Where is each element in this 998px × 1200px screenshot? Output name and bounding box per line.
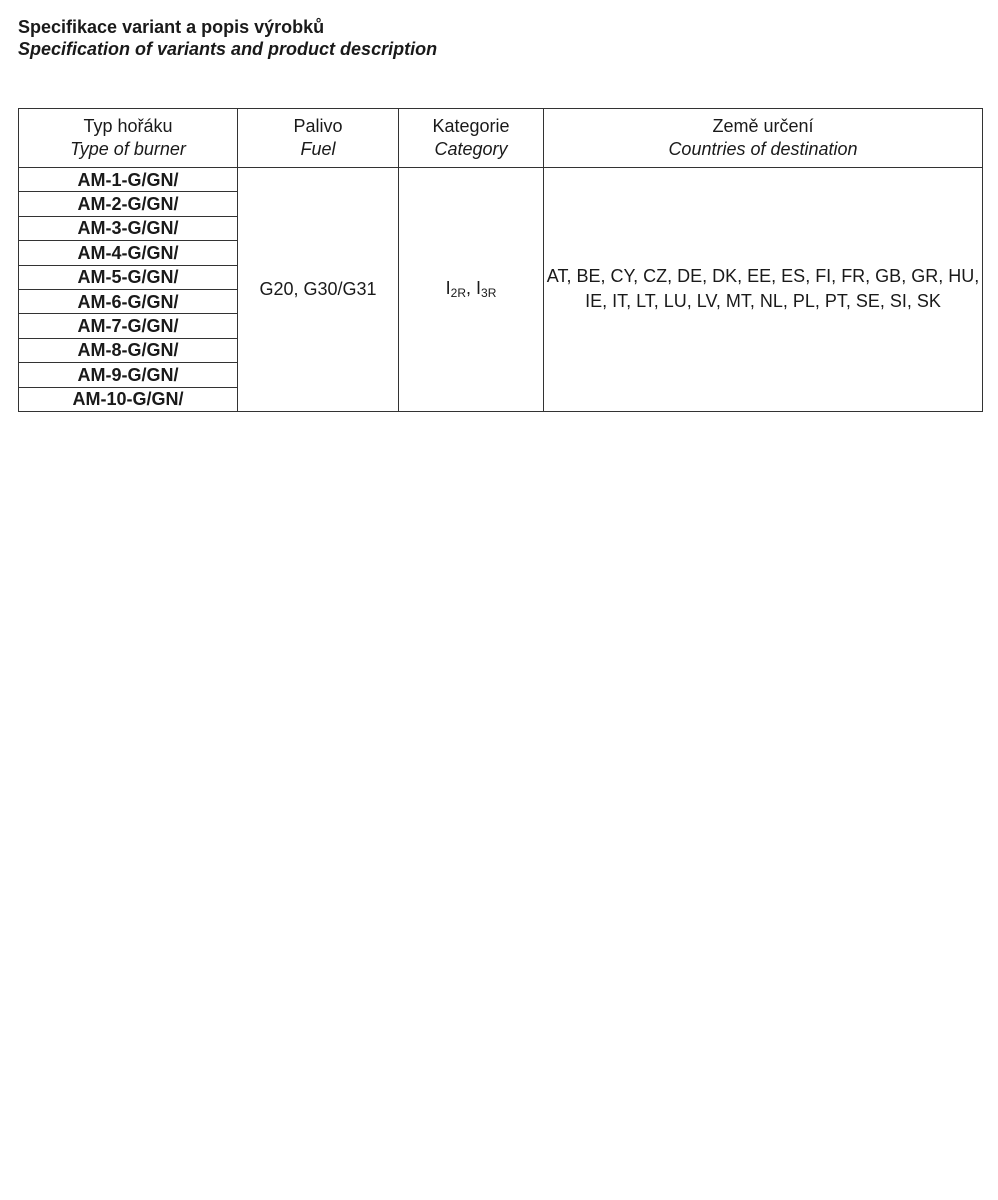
document-heading — [18, 16, 437, 60]
burner-type-cell: AM-2-G/GN/ — [19, 192, 238, 216]
header-burner-type-en: Type of burner — [70, 139, 186, 159]
burner-type-cell: AM-4-G/GN/ — [19, 241, 238, 265]
category-separator: , — [465, 278, 476, 299]
heading-title-english: Specification of variants and product description — [18, 39, 438, 59]
category-first-base: I — [445, 278, 451, 299]
header-fuel-cz: Palivo — [293, 116, 343, 136]
category-second-sub: 3R — [481, 286, 497, 301]
burner-type-cell: AM-1-G/GN/ — [19, 168, 238, 192]
table-row — [19, 168, 983, 192]
header-countries-cz: Země určení — [712, 116, 814, 136]
category-second-base: I — [476, 278, 482, 299]
fuel-cell: G20, G30/G31 — [238, 168, 399, 412]
header-category-cz: Kategorie — [432, 116, 510, 136]
header-category-en: Category — [434, 139, 508, 159]
header-countries — [544, 109, 983, 168]
burner-type-cell: AM-5-G/GN/ — [19, 265, 238, 289]
countries-cell: AT, BE, CY, CZ, DE, DK, EE, ES, FI, FR, GB, GR, HU, IE, IT, LT, LU, LV, MT, NL, PL, PT, SE, SI, SK — [544, 168, 983, 412]
burner-type-cell: AM-10-G/GN/ — [19, 387, 238, 411]
burner-type-cell: AM-6-G/GN/ — [19, 289, 238, 313]
category-first-sub: 2R — [450, 286, 466, 301]
table-header-row — [19, 109, 983, 168]
header-category — [399, 109, 544, 168]
header-fuel-en: Fuel — [300, 139, 336, 159]
heading-title-czech: Specifikace variant a popis výrobků — [18, 17, 325, 37]
burner-type-cell: AM-9-G/GN/ — [19, 363, 238, 387]
header-burner-type-cz: Typ hořáku — [83, 116, 173, 136]
burner-type-cell: AM-8-G/GN/ — [19, 338, 238, 362]
header-fuel — [238, 109, 399, 168]
burner-type-cell: AM-7-G/GN/ — [19, 314, 238, 338]
header-countries-en: Countries of destination — [668, 139, 858, 159]
burner-type-cell: AM-3-G/GN/ — [19, 216, 238, 240]
header-burner-type — [19, 109, 238, 168]
specification-table — [18, 108, 983, 412]
category-cell — [399, 168, 544, 412]
